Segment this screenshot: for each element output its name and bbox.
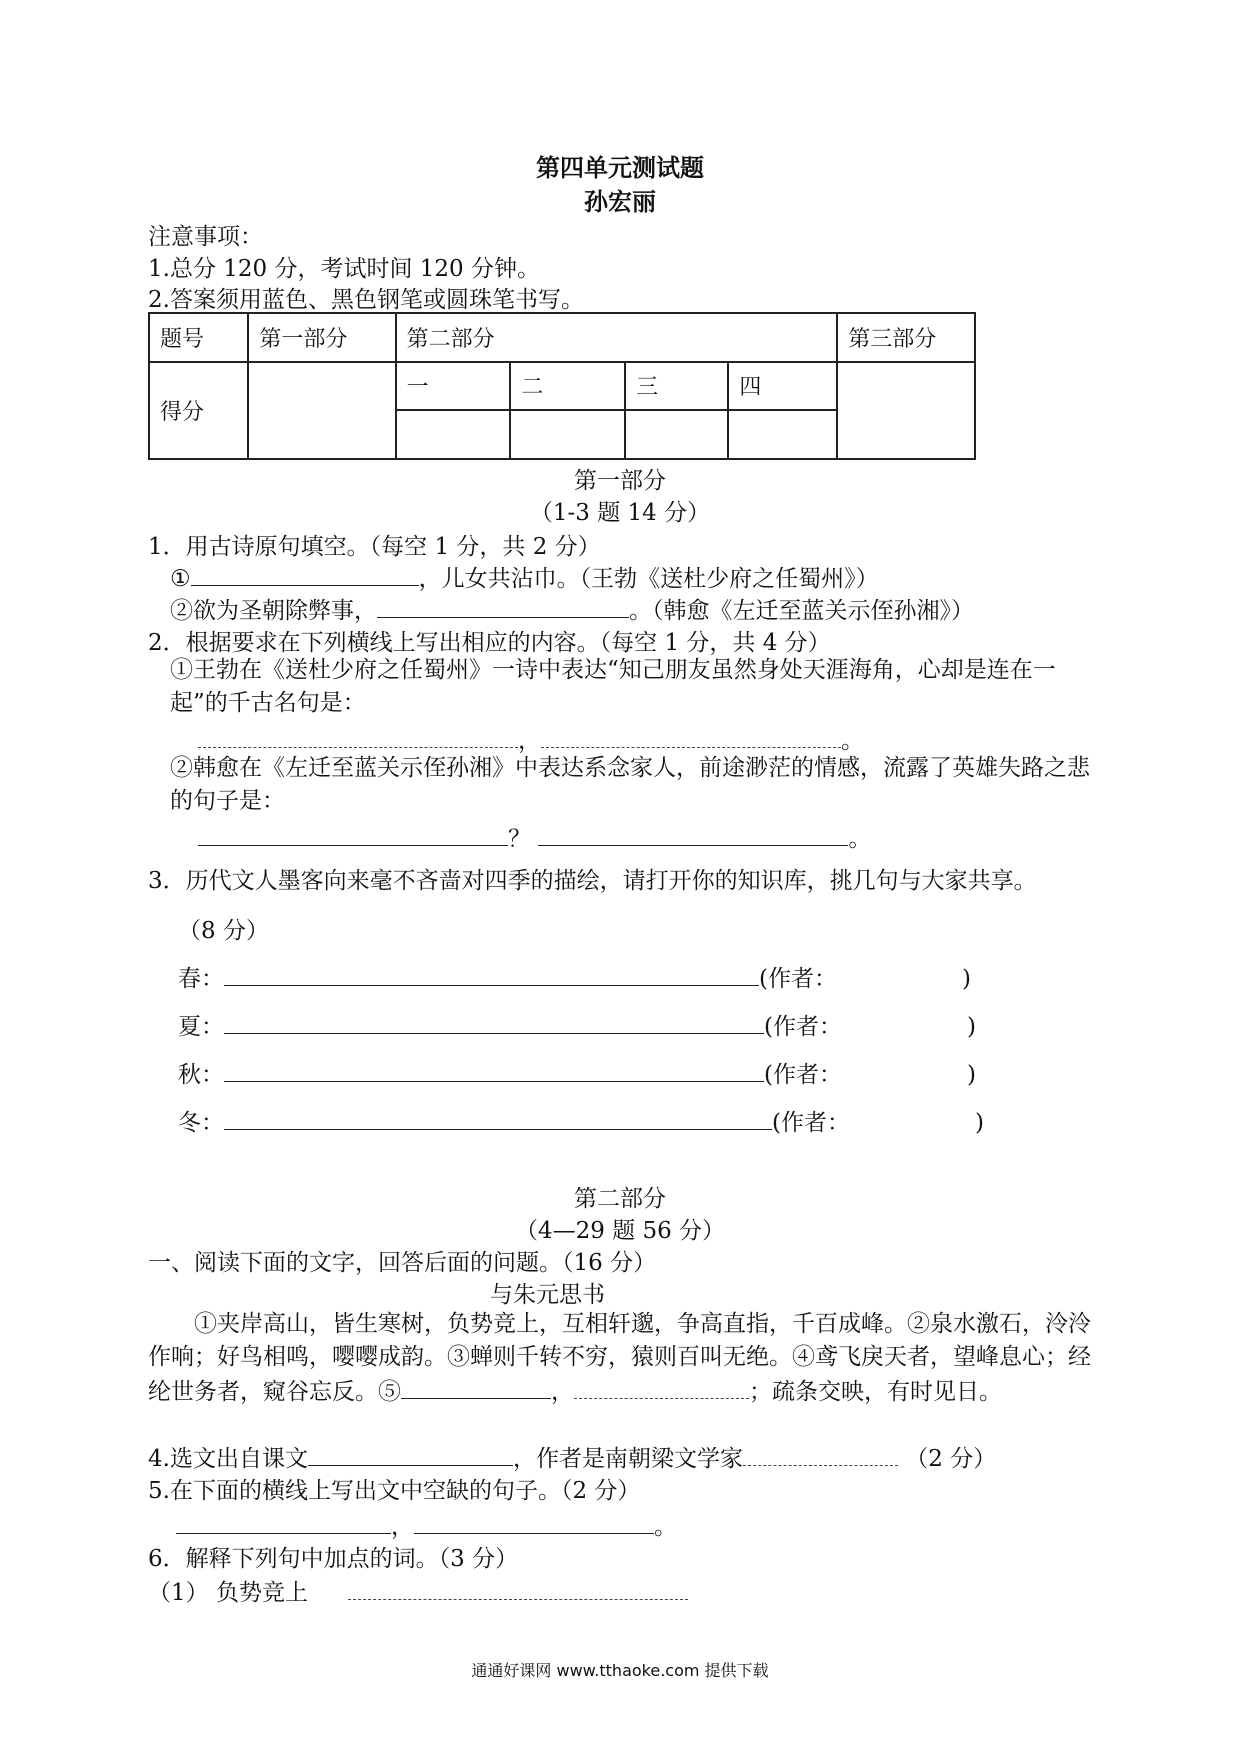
score-cell-sub-1[interactable]: [396, 410, 511, 459]
question-2-b-answer: [198, 820, 871, 853]
article-passage: [148, 1308, 1098, 1409]
question-6-item-1-text: （1） 负势竞上: [148, 1580, 308, 1606]
season-row-autumn: [178, 1056, 976, 1089]
answer-line[interactable]: [224, 1057, 764, 1082]
question-3-points: （8 分）: [178, 918, 269, 944]
question-1-b: [170, 592, 974, 625]
score-table-sub-1: 一: [396, 362, 511, 411]
question-2-a-answer: [198, 722, 864, 755]
passage-tail: ；疏条交映，有时见日。: [749, 1379, 1002, 1405]
score-table: [148, 312, 976, 460]
author-close: ): [961, 966, 971, 992]
answer-line[interactable]: [176, 1509, 391, 1534]
question-3-stem: 3．历代文人墨客向来毫不吝啬对四季的描绘，请打开你的知识库，挑几句与大家共享。: [148, 868, 1037, 894]
score-cell-sub-2[interactable]: [510, 410, 625, 459]
score-cell-sub-4[interactable]: [728, 410, 837, 459]
question-5-stem: 5.在下面的横线上写出文中空缺的句子。（2 分）: [148, 1478, 641, 1504]
question-4: [148, 1440, 996, 1473]
season-label: 夏：: [178, 1014, 224, 1040]
author-open: (作者：: [759, 966, 837, 992]
score-table-header-part2: 第二部分: [396, 313, 838, 362]
answer-line[interactable]: [538, 821, 848, 846]
answer-line[interactable]: [574, 1374, 749, 1399]
score-cell-part3[interactable]: [837, 362, 975, 459]
page-footer: 通通好课网 www.tthaoke.com 提供下载: [471, 1661, 769, 1680]
author-close: ): [966, 1014, 976, 1040]
question-4-points: （2 分）: [905, 1446, 997, 1472]
answer-line[interactable]: [348, 1575, 688, 1600]
question-5-end: 。: [654, 1514, 677, 1540]
score-table-sub-2: 二: [510, 362, 625, 411]
notice-heading: 注意事项：: [148, 224, 263, 250]
score-table-sub-4: 四: [728, 362, 837, 411]
question-1-stem: 1．用古诗原句填空。（每空 1 分，共 2 分）: [148, 534, 601, 560]
notice-item-2: 2.答案须用蓝色、黑色钢笔或圆珠笔书写。: [148, 287, 584, 313]
question-2-b-end: 。: [848, 826, 872, 852]
season-row-spring: [178, 960, 971, 993]
passage-main: ①夹岸高山，皆生寒树，负势竞上，互相轩邈，争高直指，千百成峰。②泉水激石，泠泠作响；好鸟相鸣，嘤嘤成韵。③蝉则千转不穷，猿则百叫无绝。④鸢飞戾天者，望峰息心；经纶世务者，窥谷忘反。⑤: [148, 1311, 1091, 1405]
question-2-b-separator: ？: [508, 826, 531, 852]
answer-line[interactable]: [414, 1509, 654, 1534]
answer-line[interactable]: [198, 821, 508, 846]
score-cell-sub-3[interactable]: [625, 410, 728, 459]
author-open: (作者：: [764, 1062, 842, 1088]
answer-line[interactable]: [308, 1441, 513, 1466]
question-6-item-1: [148, 1574, 688, 1607]
part2-subtitle: （4—29 题 56 分）: [514, 1218, 726, 1244]
score-table-header-part3: 第三部分: [837, 313, 975, 362]
part2-title: 第二部分: [574, 1186, 666, 1212]
question-2-stem: 2．根据要求在下列横线上写出相应的内容。（每空 1 分，共 4 分）: [148, 630, 831, 656]
season-label: 春：: [178, 966, 224, 992]
question-5-answer: [176, 1508, 677, 1541]
answer-line[interactable]: [224, 1105, 772, 1130]
question-4-prefix: 4.选文出自课文: [148, 1446, 308, 1472]
question-2-a-text: ①王勃在《送杜少府之任蜀州》一诗中表达“知己朋友虽然身处天涯海角，心却是连在一起”的千古名句是：: [170, 657, 1056, 716]
score-table-row-label: 得分: [149, 362, 248, 459]
passage-separator: ，: [551, 1379, 574, 1405]
question-5-separator: ，: [391, 1514, 414, 1540]
question-4-middle: ，作者是南朝梁文学家: [512, 1446, 743, 1472]
question-1-a-prefix: ①: [170, 566, 191, 592]
question-2-a-separator: ，: [518, 728, 541, 754]
question-2-b-text: ②韩愈在《左迁至蓝关示侄孙湘》中表达系念家人，前途渺茫的情感，流露了英雄失路之悲的句子是：: [170, 755, 1090, 814]
answer-line[interactable]: [401, 1374, 551, 1399]
season-label: 秋：: [178, 1062, 224, 1088]
question-1-b-suffix: 。（韩愈《左迁至蓝关示侄孙湘》）: [629, 598, 974, 624]
question-1-a: [170, 560, 879, 593]
author-name: 孙宏丽: [584, 187, 656, 216]
season-row-summer: [178, 1008, 976, 1041]
score-table-header-number: 题号: [149, 313, 248, 362]
question-6-stem: 6．解释下列句中加点的词。（3 分）: [148, 1546, 519, 1572]
part1-title: 第一部分: [574, 468, 666, 494]
answer-line[interactable]: [541, 723, 841, 748]
section-1-heading: 一、阅读下面的文字，回答后面的问题。（16 分）: [148, 1250, 657, 1276]
score-table-header-part1: 第一部分: [248, 313, 395, 362]
author-open: (作者：: [772, 1110, 850, 1136]
answer-line[interactable]: [224, 961, 759, 986]
score-table-sub-3: 三: [625, 362, 728, 411]
answer-line[interactable]: [377, 593, 629, 618]
question-2-a-end: 。: [841, 728, 864, 754]
page-title: 第四单元测试题: [536, 153, 704, 182]
author-close: ): [966, 1062, 976, 1088]
answer-line[interactable]: [224, 1009, 764, 1034]
answer-line[interactable]: [191, 561, 419, 586]
score-cell-part1[interactable]: [248, 362, 395, 459]
article-title: 与朱元思书: [490, 1282, 605, 1308]
author-open: (作者：: [764, 1014, 842, 1040]
season-row-winter: [178, 1104, 984, 1137]
answer-line[interactable]: [743, 1441, 898, 1466]
season-label: 冬：: [178, 1110, 224, 1136]
question-1-a-suffix: ，儿女共沾巾。（王勃《送杜少府之任蜀州》）: [418, 566, 879, 592]
answer-line[interactable]: [198, 723, 518, 748]
part1-subtitle: （1-3 题 14 分）: [529, 500, 711, 526]
notice-item-1: 1.总分 120 分，考试时间 120 分钟。: [148, 256, 540, 282]
author-close: ): [974, 1110, 984, 1136]
question-1-b-prefix: ②欲为圣朝除弊事，: [170, 598, 377, 624]
